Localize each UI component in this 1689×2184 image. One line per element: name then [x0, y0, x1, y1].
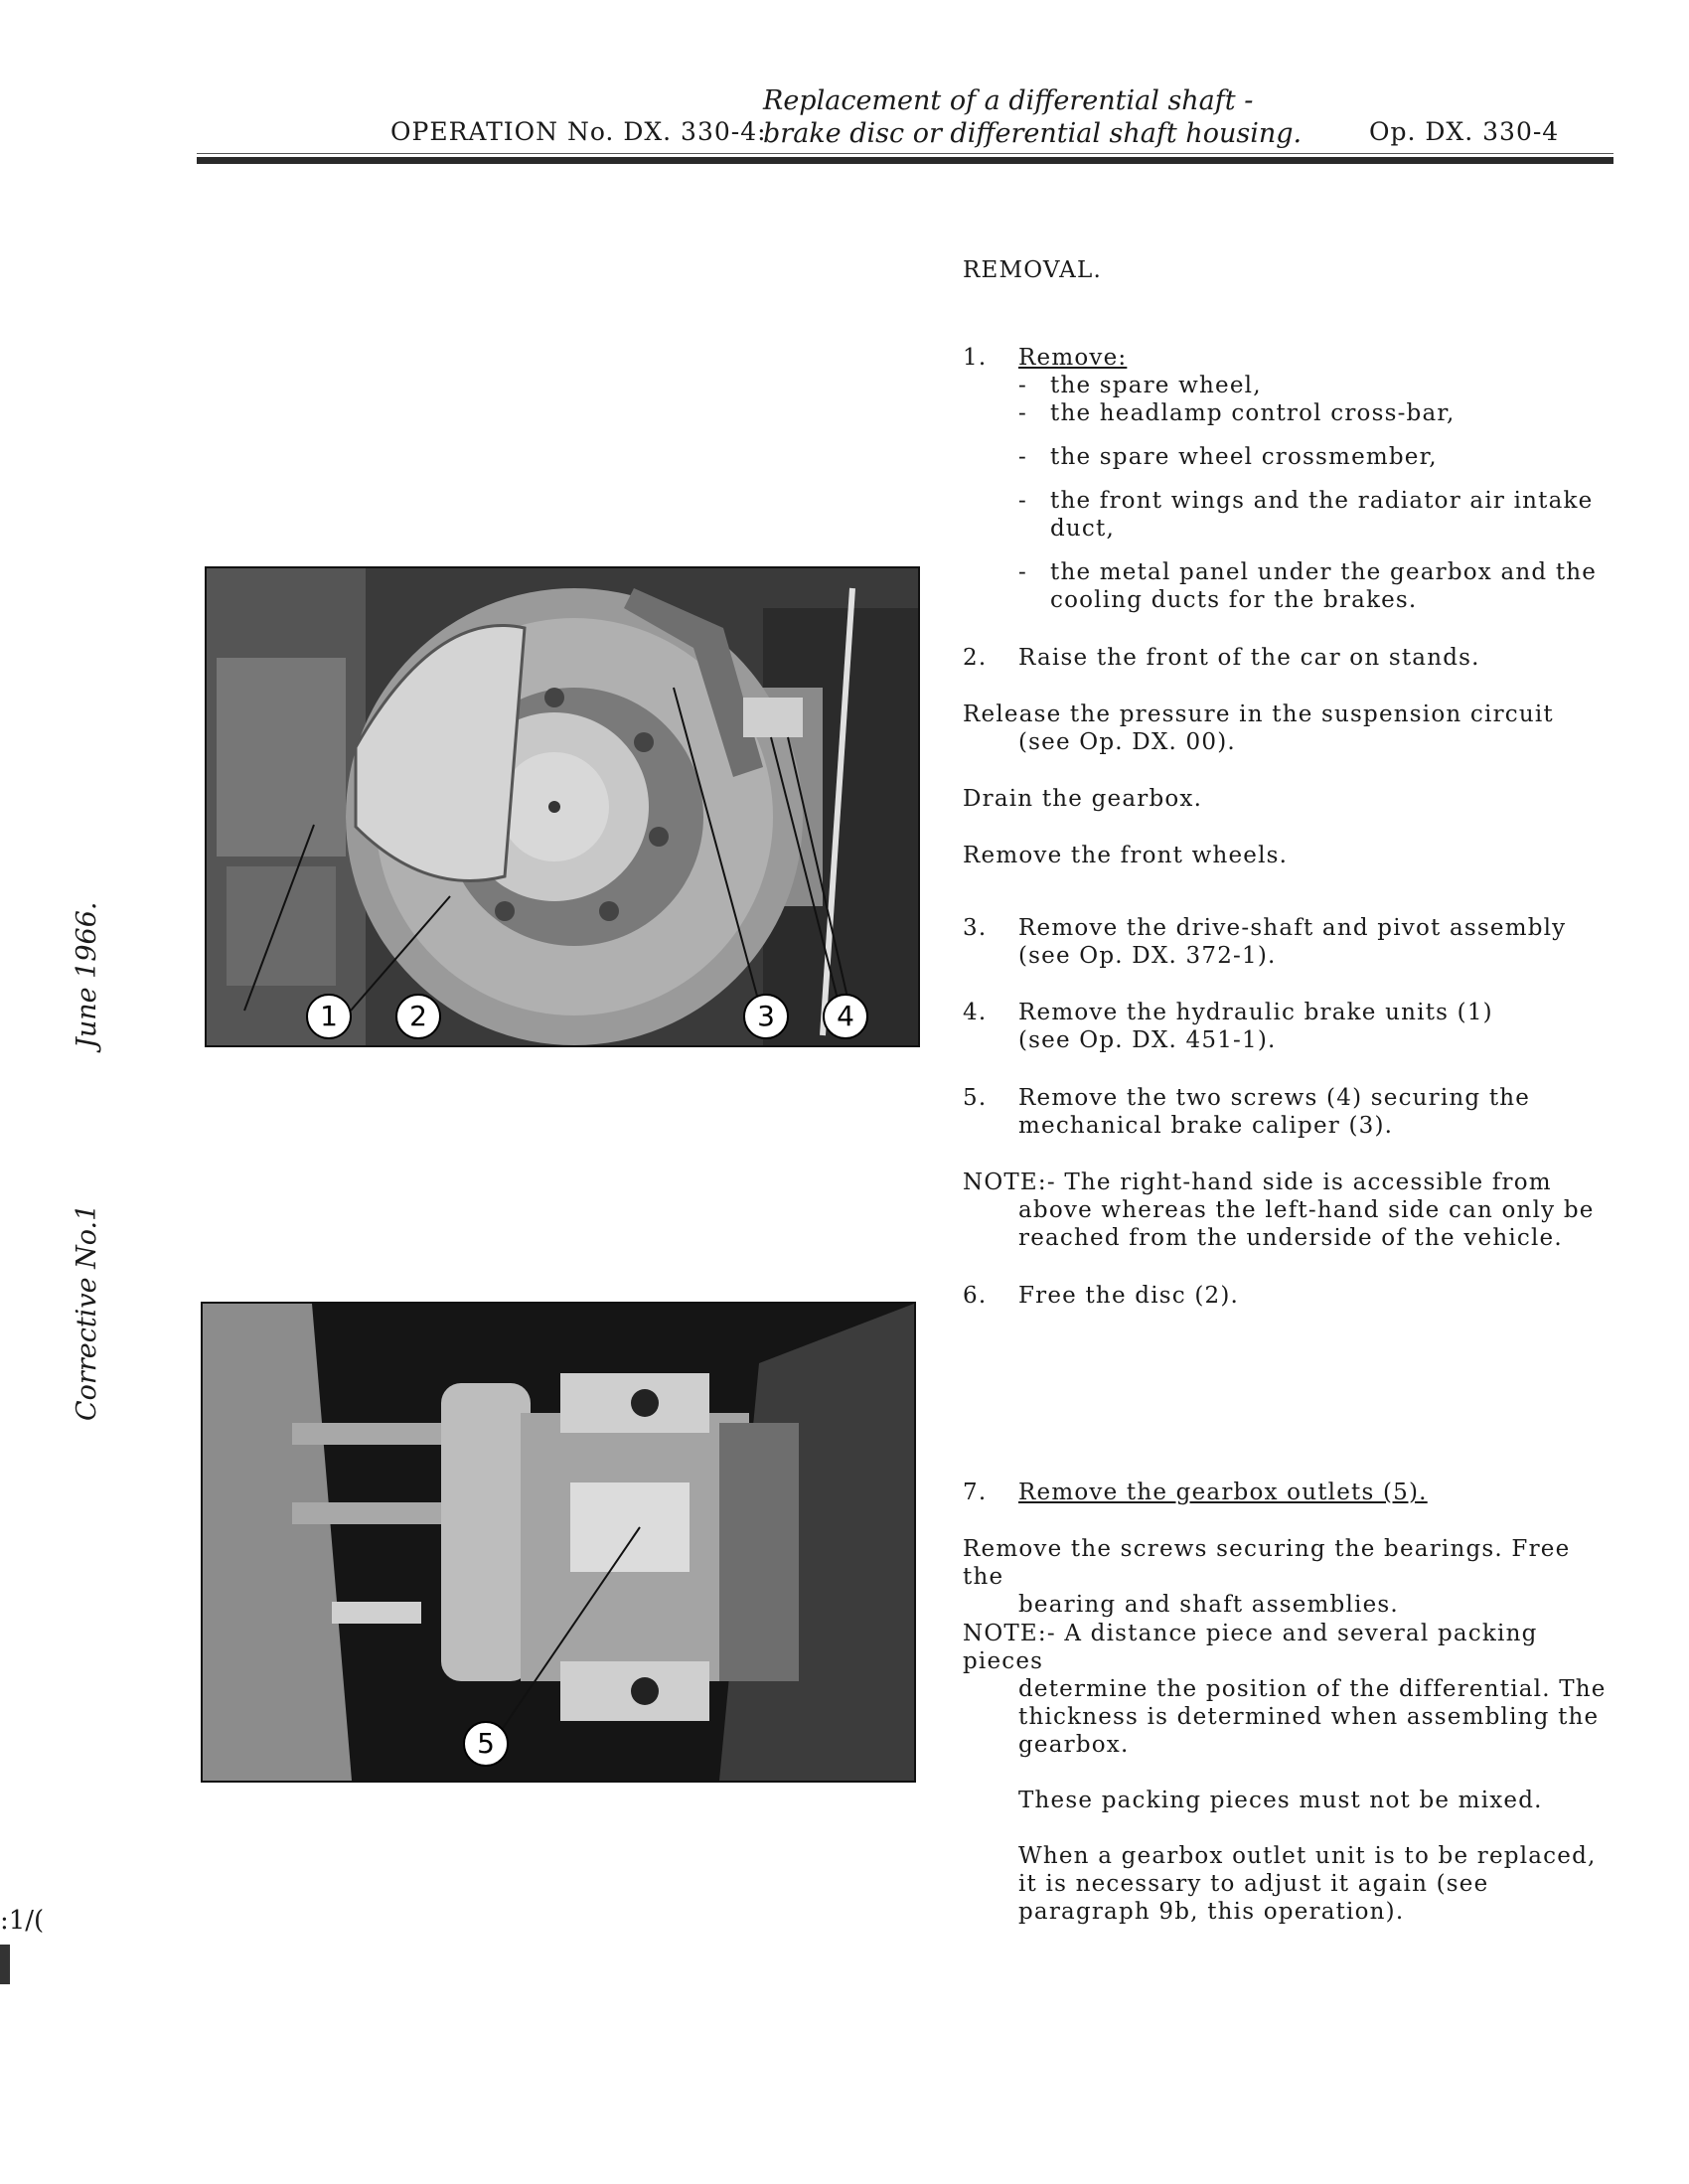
step-5-line2: mechanical brake caliper (3).	[1018, 1113, 1394, 1139]
step-5-num: 5.	[963, 1085, 988, 1111]
note-1-cont2: reached from the underside of the vehicle.	[1018, 1225, 1563, 1251]
step-6-text: Free the disc (2).	[1018, 1283, 1240, 1309]
header-title	[763, 84, 1302, 150]
step-6-num: 6.	[963, 1283, 988, 1309]
note-2-cont2: thickness is determined when assembling the	[1018, 1704, 1600, 1730]
step-5	[963, 1084, 1618, 1140]
step-7	[963, 1479, 1618, 1506]
step-1-item: - the metal panel under the gearbox and the cooling ducts for the brakes.	[1018, 558, 1618, 614]
step-1-heading: Remove:	[1018, 345, 1128, 371]
para-screws	[963, 1535, 1618, 1619]
step-4-num: 4.	[963, 1000, 988, 1025]
step-1-item: - the spare wheel crossmember,	[1018, 443, 1618, 471]
margin-date: June 1966.	[72, 901, 102, 1048]
photo-brake-disc-drawing	[207, 568, 918, 1045]
step-7-text: Remove the gearbox outlets (5).	[1018, 1480, 1428, 1505]
step-1	[963, 344, 1618, 614]
step-2-num: 2.	[963, 645, 988, 671]
note-2-p3-3: paragraph 9b, this operation).	[1018, 1899, 1405, 1925]
note-1-first: NOTE:- The right-hand side is accessible from	[963, 1170, 1552, 1195]
step-1-num: 1.	[963, 345, 988, 371]
note-1-cont1: above whereas the left-hand side can only be	[1018, 1197, 1595, 1223]
note-2-p3-1: When a gearbox outlet unit is to be replaced,	[1018, 1843, 1597, 1869]
note-2-p2: These packing pieces must not be mixed.	[1018, 1788, 1543, 1813]
step-7-num: 7.	[963, 1480, 988, 1505]
header-title-line2: brake disc or differential shaft housing.	[763, 118, 1303, 149]
step-2-text: Raise the front of the car on stands.	[1018, 645, 1480, 671]
callout-3: 3	[743, 994, 789, 1039]
step-1-item: - the front wings and the radiator air intake duct,	[1018, 487, 1618, 543]
step-1-item: - the headlamp control cross-bar,	[1018, 399, 1618, 427]
photo-brake-disc	[205, 566, 920, 1047]
photo-gearbox-outlet	[201, 1302, 916, 1783]
note-2-first: NOTE:- A distance piece and several packing pieces	[963, 1621, 1538, 1674]
header-op-ref: Op. DX. 330-4	[1369, 117, 1560, 146]
note-1	[963, 1169, 1618, 1252]
callout-2: 2	[395, 994, 441, 1039]
step-4	[963, 999, 1618, 1054]
para-screws-cont: bearing and shaft assemblies.	[1018, 1592, 1399, 1618]
step-3-num: 3.	[963, 915, 988, 941]
step-3	[963, 914, 1618, 970]
para-release-cont: (see Op. DX. 00).	[1018, 729, 1236, 755]
para-release	[963, 701, 1618, 756]
header-operation-label: OPERATION No. DX. 330-4:	[390, 117, 767, 146]
callout-5: 5	[463, 1721, 509, 1767]
step-3-line1: Remove the drive-shaft and pivot assembly	[1018, 915, 1567, 941]
step-1-item: - the spare wheel,	[1018, 372, 1618, 399]
section-title: REMOVAL.	[963, 257, 1102, 283]
margin-code: :1/(	[0, 1906, 45, 1936]
step-3-line2: (see Op. DX. 372-1).	[1018, 943, 1277, 969]
para-drain: Drain the gearbox.	[963, 786, 1203, 812]
header-title-line1: Replacement of a differential shaft -	[763, 85, 1254, 116]
header-rule	[197, 157, 1613, 164]
note-2-cont3: gearbox.	[1018, 1732, 1130, 1758]
para-screws-first: Remove the screws securing the bearings. Free the	[963, 1536, 1571, 1590]
para-release-first: Release the pressure in the suspension circuit	[963, 702, 1554, 727]
header-rule-thin	[197, 153, 1613, 154]
note-2-cont1: determine the position of the differential. The	[1018, 1676, 1607, 1702]
step-6	[963, 1282, 1618, 1310]
step-2	[963, 644, 1618, 672]
callout-4: 4	[823, 994, 868, 1039]
note-2-p3-2: it is necessary to adjust it again (see	[1018, 1871, 1489, 1897]
step-5-line1: Remove the two screws (4) securing the	[1018, 1085, 1531, 1111]
step-4-line2: (see Op. DX. 451-1).	[1018, 1027, 1277, 1053]
para-wheels: Remove the front wheels.	[963, 843, 1289, 868]
photo-gearbox-outlet-drawing	[203, 1304, 914, 1781]
step-4-line1: Remove the hydraulic brake units (1)	[1018, 1000, 1493, 1025]
margin-bar	[0, 1945, 10, 1984]
note-2	[963, 1620, 1618, 1926]
margin-corrective: Corrective No.1	[72, 1203, 102, 1421]
callout-1: 1	[306, 994, 352, 1039]
